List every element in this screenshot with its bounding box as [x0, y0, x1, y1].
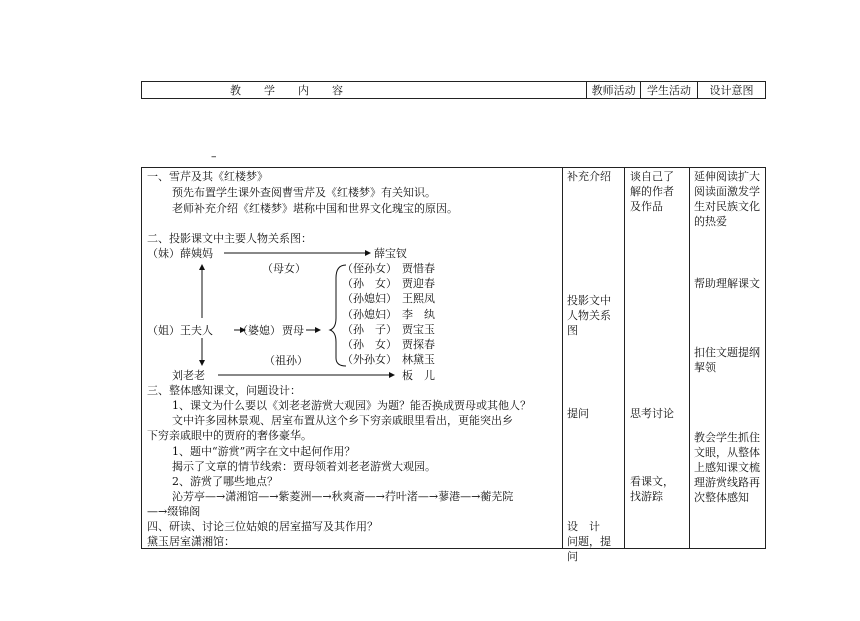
- question: 2、游赏了哪些地点？: [172, 475, 278, 488]
- relation-label: （孙 女）: [342, 277, 397, 290]
- student-activity: 谈自己了解的作者及作品: [630, 170, 674, 213]
- answer: 揭示了文章的情节线索：贾母领着刘老老游赏大观园。: [172, 460, 436, 473]
- stray-dash: –: [211, 150, 217, 163]
- student-activity: 看课文，找游踪: [630, 475, 674, 503]
- relation-label: （外孙女）: [342, 353, 397, 366]
- route: 沁芳亭—→潇湘馆—→紫菱洲—→秋爽斋—→荇叶渚—→蓼港—→蘅芜院: [172, 490, 514, 503]
- relation-mu-nv: （母女）: [262, 262, 306, 275]
- column-divider: [624, 168, 625, 548]
- header-teacher-activity: 教师活动: [587, 82, 641, 99]
- relation-name: 贾迎春: [402, 277, 435, 290]
- node-jia-mu: 贾母: [282, 324, 304, 337]
- relation-name: 林黛玉: [402, 353, 435, 366]
- relation-name: 贾探春: [402, 338, 435, 351]
- design-intent: 扣住文题提纲挈领: [694, 346, 760, 374]
- node-xue-bao-chai: 薛宝钗: [374, 247, 407, 260]
- header-content: 教 学 内 容: [142, 82, 587, 99]
- relation-name: 王熙凤: [402, 292, 435, 305]
- section-4-subtitle: 黛玉居室潇湘馆：: [147, 535, 235, 548]
- relation-name: 贾惜春: [402, 262, 435, 275]
- section-1-paragraph: 预先布置学生课外查阅曹雪芹及《红楼梦》有关知识。: [172, 186, 436, 199]
- column-divider: [689, 168, 690, 548]
- section-1-title: 一、雪芹及其《红楼梦》: [147, 170, 268, 183]
- relation-name: 李 纨: [402, 308, 435, 321]
- node-ban-er: 板 儿: [402, 369, 435, 382]
- relation-label: （孙 子）: [342, 323, 397, 336]
- design-intent: 帮助理解课文: [694, 277, 760, 290]
- lesson-table: [141, 167, 766, 563]
- section-3-title: 三、整体感知课文，问题设计：: [147, 384, 301, 397]
- answer: 文中许多园林景观、居室布置从这个乡下穷亲戚眼里看出，更能突出乡: [172, 414, 513, 427]
- relation-zu-sun: （祖孙）: [264, 354, 308, 367]
- relation-label: （孙媳妇）: [342, 292, 397, 305]
- design-intent: 教会学生抓住文眼，从整体上感知课文梳理游赏线路再次整体感知: [694, 431, 760, 504]
- relation-name: 贾宝玉: [402, 323, 435, 336]
- header-design-intent: 设计意图: [698, 82, 766, 99]
- route: —→缀锦阁: [147, 505, 201, 518]
- teacher-activity: 设 计 问题，提问: [567, 520, 611, 563]
- answer: 下穷亲戚眼中的贾府的奢侈豪华。: [147, 429, 312, 442]
- node-wang-fu-ren: （姐）王夫人: [147, 324, 213, 337]
- section-2-title: 二、投影课文中主要人物关系图：: [147, 232, 312, 245]
- node-xue-yi-ma: （妹）薛姨妈: [147, 247, 213, 260]
- teacher-activity: 投影文中人物关系图: [567, 294, 611, 337]
- node-liu-lao-lao: 刘老老: [172, 369, 205, 382]
- header-table: [141, 81, 766, 99]
- teacher-activity: 补充介绍: [567, 170, 611, 183]
- relation-label: （侄孙女）: [342, 262, 397, 275]
- header-student-activity: 学生活动: [640, 82, 697, 99]
- section-4-title: 四、研读、讨论三位姑娘的居室描写及其作用？: [147, 520, 378, 533]
- question: 1、题中“游赏”两字在文中起何作用？: [172, 445, 356, 458]
- relation-po-xi: （婆媳）: [237, 324, 281, 337]
- relation-label: （孙媳妇）: [342, 308, 397, 321]
- column-divider: [562, 168, 563, 548]
- teacher-activity: 提问: [567, 407, 589, 420]
- relation-label: （孙 女）: [342, 338, 397, 351]
- section-1-paragraph: 老师补充介绍《红楼梦》堪称中国和世界文化瑰宝的原因。: [172, 202, 458, 215]
- student-activity: 思考讨论: [630, 407, 674, 420]
- question: 1、课文为什么要以《刘老老游赏大观园》为题？能否换成贾母或其他人？: [172, 399, 531, 412]
- design-intent: 延伸阅读扩大阅读面激发学生对民族文化的热爱: [694, 170, 760, 228]
